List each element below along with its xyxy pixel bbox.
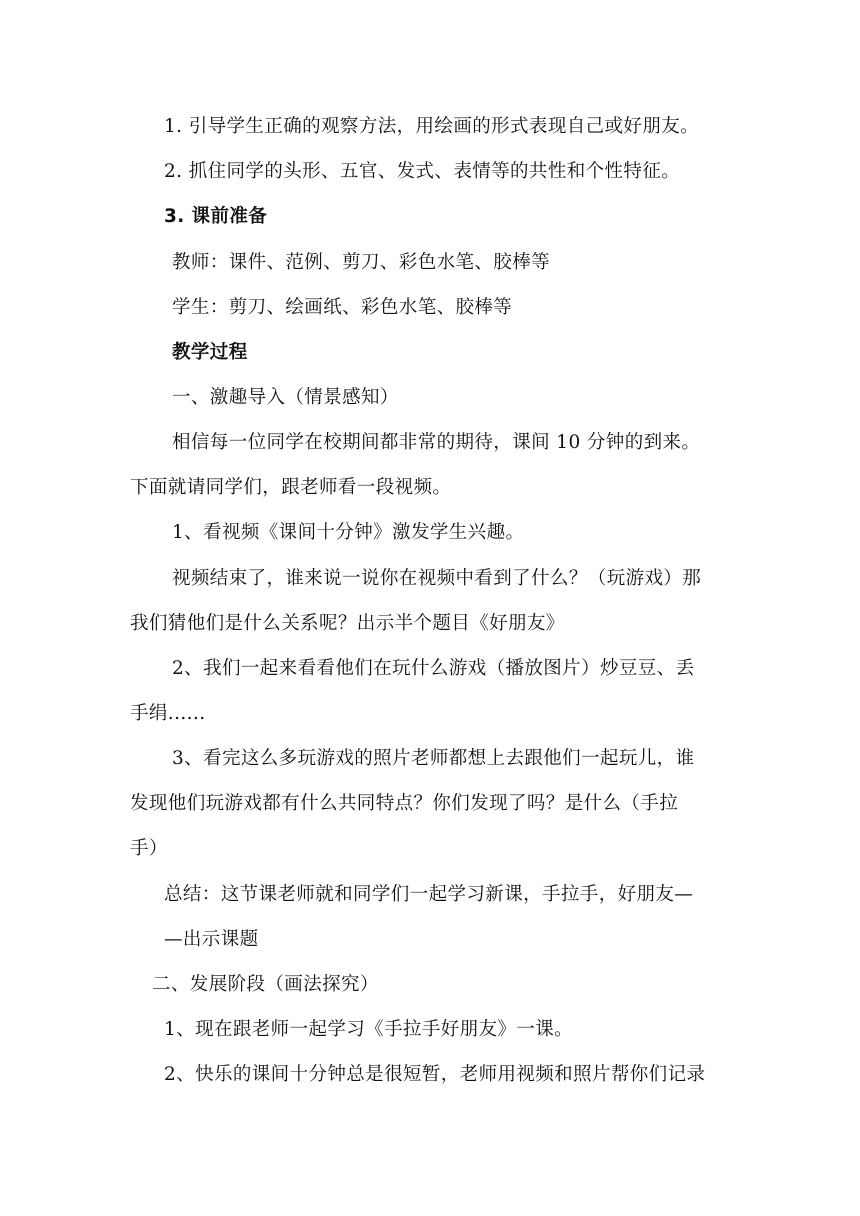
paragraph-2-line-1: 视频结束了，谁来说一说你在视频中看到了什么？（玩游戏）那 xyxy=(172,568,702,589)
part2-step-2: 2、快乐的课间十分钟总是很短暂，老师用视频和照片帮你们记录 xyxy=(164,1064,706,1085)
part2-step-1: 1、现在跟老师一起学习《手拉手好朋友》一课。 xyxy=(164,1019,574,1040)
step-3-line-2: 发现他们玩游戏都有什么共同特点？你们发现了吗？是什么（手拉 xyxy=(130,793,679,814)
paragraph-1-line-1: 相信每一位同学在校期间都非常的期待，课间 10 分钟的到来。 xyxy=(172,432,701,453)
step-3-line-1: 3、看完这么多玩游戏的照片老师都想上去跟他们一起玩儿，谁 xyxy=(172,748,695,769)
summary-line-2: —出示课题 xyxy=(164,929,259,950)
step-2-line-2: 手绢...... xyxy=(130,703,206,724)
summary-line-1: 总结：这节课老师就和同学们一起学习新课，手拉手，好朋友— xyxy=(164,884,694,905)
part2-title: 二、发展阶段（画法探究） xyxy=(152,974,379,995)
objective-1: 1. 引导学生正确的观察方法，用绘画的形式表现自己或好朋友。 xyxy=(164,116,700,137)
step-3-line-3: 手） xyxy=(130,838,168,859)
prep-heading: 3. 课前准备 xyxy=(164,206,268,227)
step-2-line-1: 2、我们一起来看看他们在玩什么游戏（播放图片）炒豆豆、丢 xyxy=(172,658,695,679)
part1-title: 一、激趣导入（情景感知） xyxy=(172,387,399,408)
process-heading: 教学过程 xyxy=(172,342,248,363)
step-1: 1、看视频《课间十分钟》激发学生兴趣。 xyxy=(172,522,525,543)
paragraph-2-line-2: 我们猜他们是什么关系呢？出示半个题目《好朋友》 xyxy=(130,613,565,634)
objective-2: 2. 抓住同学的头形、五官、发式、表情等的共性和个性特征。 xyxy=(164,161,681,182)
prep-student: 学生：剪刀、绘画纸、彩色水笔、胶棒等 xyxy=(172,297,513,318)
prep-teacher: 教师：课件、范例、剪刀、彩色水笔、胶棒等 xyxy=(172,252,551,273)
paragraph-1-line-2: 下面就请同学们，跟老师看一段视频。 xyxy=(130,477,452,498)
